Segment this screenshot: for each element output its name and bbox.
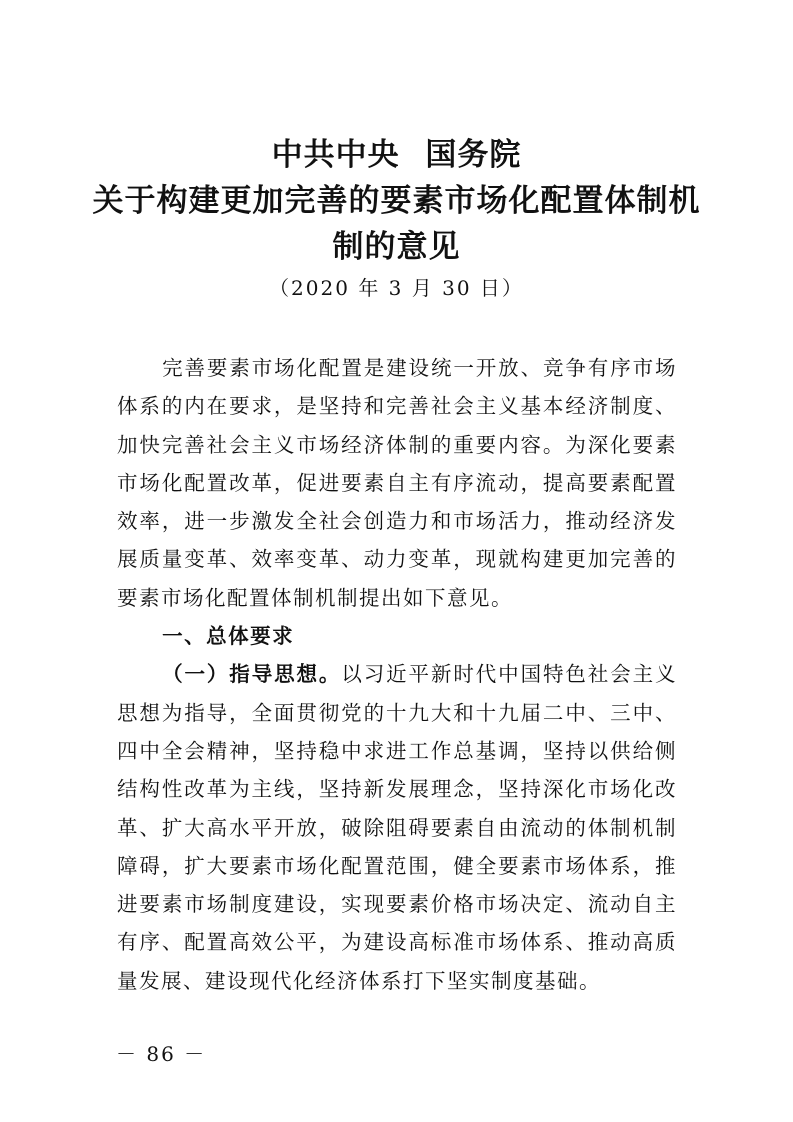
title-block: [0, 132, 793, 302]
title-issuers: 中共中央 国务院: [271, 137, 522, 173]
paragraph-guiding-ideology: [117, 655, 677, 1000]
intro-paragraph: 完善要素市场化配置是建设统一开放、竞争有序市场体系的内在要求，是坚持和完善社会主义基本经济制度、加快完善社会主义市场经济体制的重要内容。为深化要素市场化配置改革，促进要素自主有序流动，提高要素配置效率，进一步激发全社会创造力和市场活力，推动经济发展质量变革、效率变革、动力变革，现就构建更加完善的要素市场化配置体制机制提出如下意见。: [117, 356, 677, 610]
item-lead-guiding-ideology: （一）指导思想。: [162, 662, 342, 687]
document-date: （2020 年 3 月 30 日）: [269, 276, 524, 300]
item-text-guiding-ideology: 以习近平新时代中国特色社会主义思想为指导，全面贯彻党的十九大和十九届二中、三中、四中全会精神，坚持稳中求进工作总基调，坚持以供给侧结构性改革为主线，坚持新发展理念，坚持深化市场化改革、扩大高水平开放，破除阻碍要素自由流动的体制机制障碍，扩大要素市场化配置范围，健全要素市场体系，推进要素市场制度建设，实现要素价格市场决定、流动自主有序、配置高效公平，为建设高标准市场体系、推动高质量发展、建设现代化经济体系打下坚实制度基础。: [117, 662, 678, 993]
section-heading-general-requirements: 一、总体要求: [162, 624, 295, 649]
title-main-line-1: 关于构建更加完善的要素市场化配置体制机: [92, 183, 701, 219]
title-main-line-2: 制的意见: [332, 229, 461, 265]
document-body: [117, 349, 677, 1000]
page-number: － 86 －: [116, 1042, 207, 1066]
